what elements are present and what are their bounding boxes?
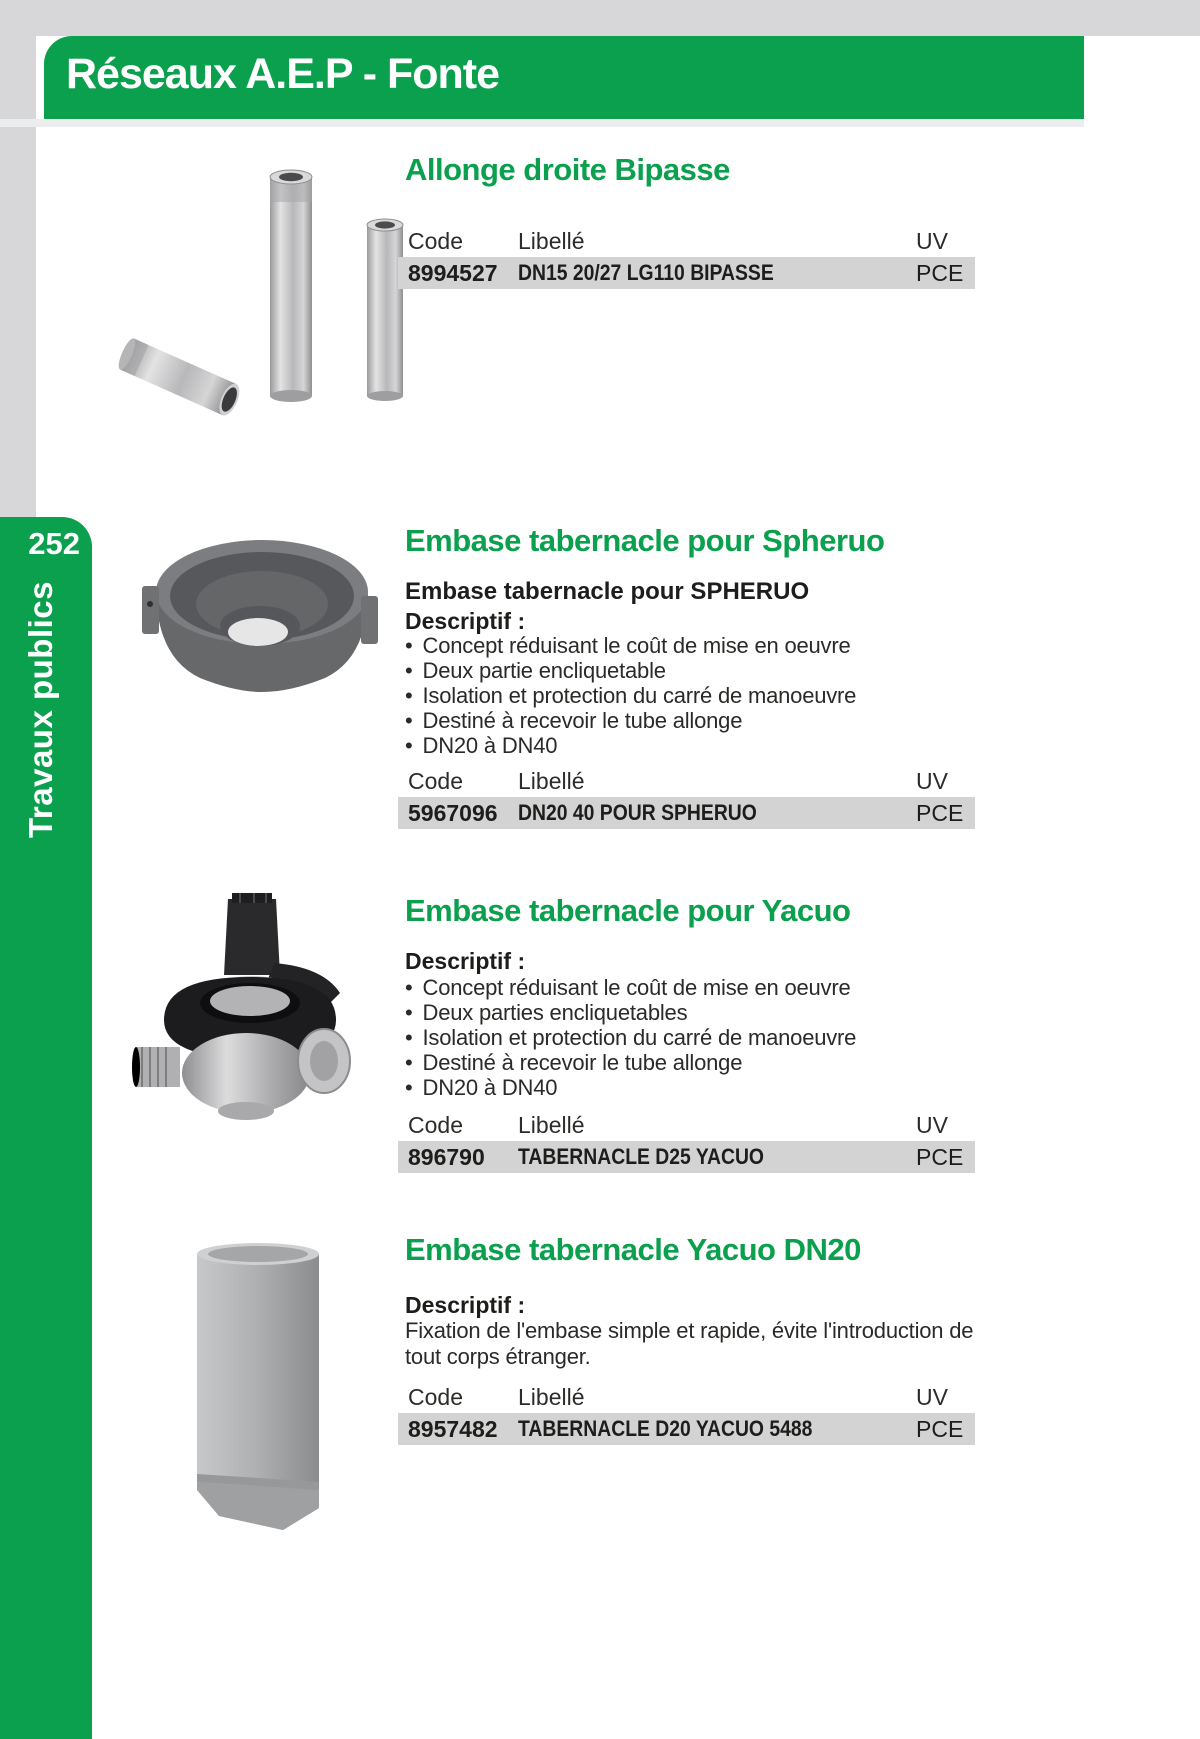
bullet-item: • Destiné à recevoir le tube allonge — [405, 708, 856, 733]
left-gray-band — [0, 0, 36, 517]
table-header-row — [398, 766, 975, 797]
table-row — [398, 1413, 975, 1445]
section-title-allonge: Allonge droite Bipasse — [405, 152, 730, 187]
bullet-item: • Concept réduisant le coût de mise en oeuvre — [405, 633, 856, 658]
table-row — [398, 257, 975, 289]
cell-libelle — [518, 1144, 916, 1170]
tabernacle-sleeve-photo — [185, 1238, 345, 1538]
col-header-code: Code — [408, 1384, 463, 1410]
page-number: 252 — [28, 526, 80, 561]
sidebar-category-label: Travaux publics — [22, 581, 59, 838]
cell-uv: PCE — [916, 799, 964, 826]
bullet-item: • Deux partie encliquetable — [405, 658, 856, 683]
sidebar-tab — [0, 517, 92, 1739]
cell-libelle-text: TABERNACLE D25 YACUO — [518, 1144, 765, 1169]
section-title-yacuo-dn20: Embase tabernacle Yacuo DN20 — [405, 1232, 861, 1267]
table-row — [398, 797, 975, 829]
section-subtitle-spheruo: Embase tabernacle pour SPHERUO — [405, 578, 810, 605]
cell-libelle-text: DN20 40 POUR SPHERUO — [518, 800, 757, 825]
col-header-code: Code — [408, 768, 463, 794]
cell-uv: PCE — [916, 259, 964, 286]
page-title: Réseaux A.E.P - Fonte — [66, 50, 500, 98]
col-header-uv: UV — [916, 768, 948, 794]
tabernacle-valve-photo — [128, 795, 363, 1120]
cell-libelle — [518, 1416, 916, 1442]
bullet-item: • Isolation et protection du carré de manoeuvre — [405, 1025, 856, 1050]
product-table-allonge — [398, 226, 975, 289]
cell-libelle — [518, 260, 916, 286]
col-header-libelle: Libellé — [518, 1112, 585, 1138]
descriptif-label: Descriptif : — [405, 1292, 526, 1318]
tabernacle-base-cup-photo — [140, 528, 380, 693]
cell-code: 8957482 — [408, 1415, 498, 1442]
header-bar — [44, 36, 1084, 119]
cell-code: 5967096 — [408, 799, 498, 826]
table-header-row — [398, 226, 975, 257]
bullet-item: • Destiné à recevoir le tube allonge — [405, 1050, 856, 1075]
col-header-libelle: Libellé — [518, 1384, 585, 1410]
bullet-item: • DN20 à DN40 — [405, 1075, 856, 1100]
table-header-row — [398, 1382, 975, 1413]
col-header-code: Code — [408, 228, 463, 254]
table-header-row — [398, 1110, 975, 1141]
cell-libelle — [518, 800, 916, 826]
section-title-yacuo: Embase tabernacle pour Yacuo — [405, 893, 851, 928]
top-gray-band — [0, 0, 1200, 36]
col-header-uv: UV — [916, 1384, 948, 1410]
product-table-yacuo-dn20 — [398, 1382, 975, 1445]
table-row — [398, 1141, 975, 1173]
cell-code: 896790 — [408, 1143, 485, 1170]
col-header-code: Code — [408, 1112, 463, 1138]
product-table-yacuo — [398, 1110, 975, 1173]
cell-uv: PCE — [916, 1415, 964, 1442]
col-header-libelle: Libellé — [518, 228, 585, 254]
bullet-item: • Isolation et protection du carré de manoeuvre — [405, 683, 856, 708]
cell-code: 8994527 — [408, 259, 498, 286]
col-header-uv: UV — [916, 228, 948, 254]
product-table-spheruo — [398, 766, 975, 829]
cell-libelle-text: DN15 20/27 LG110 BIPASSE — [518, 260, 774, 285]
descriptif-label: Descriptif : — [405, 608, 526, 634]
descriptif-bullets — [405, 633, 856, 758]
bullet-item: • DN20 à DN40 — [405, 733, 856, 758]
bullet-item: • Concept réduisant le coût de mise en oeuvre — [405, 975, 856, 1000]
col-header-libelle: Libellé — [518, 768, 585, 794]
descriptif-label: Descriptif : — [405, 948, 526, 974]
header-divider-line — [0, 119, 1084, 127]
descriptif-bullets — [405, 975, 856, 1100]
col-header-uv: UV — [916, 1112, 948, 1138]
straight-extension-tubes-photo — [105, 140, 405, 420]
section-title-spheruo: Embase tabernacle pour Spheruo — [405, 523, 885, 558]
descriptif-paragraph: Fixation de l'embase simple et rapide, évite l'introduction de tout corps étranger. — [405, 1318, 974, 1369]
cell-libelle-text: TABERNACLE D20 YACUO 5488 — [518, 1416, 813, 1441]
cell-uv: PCE — [916, 1143, 964, 1170]
bullet-item: • Deux parties encliquetables — [405, 1000, 856, 1025]
